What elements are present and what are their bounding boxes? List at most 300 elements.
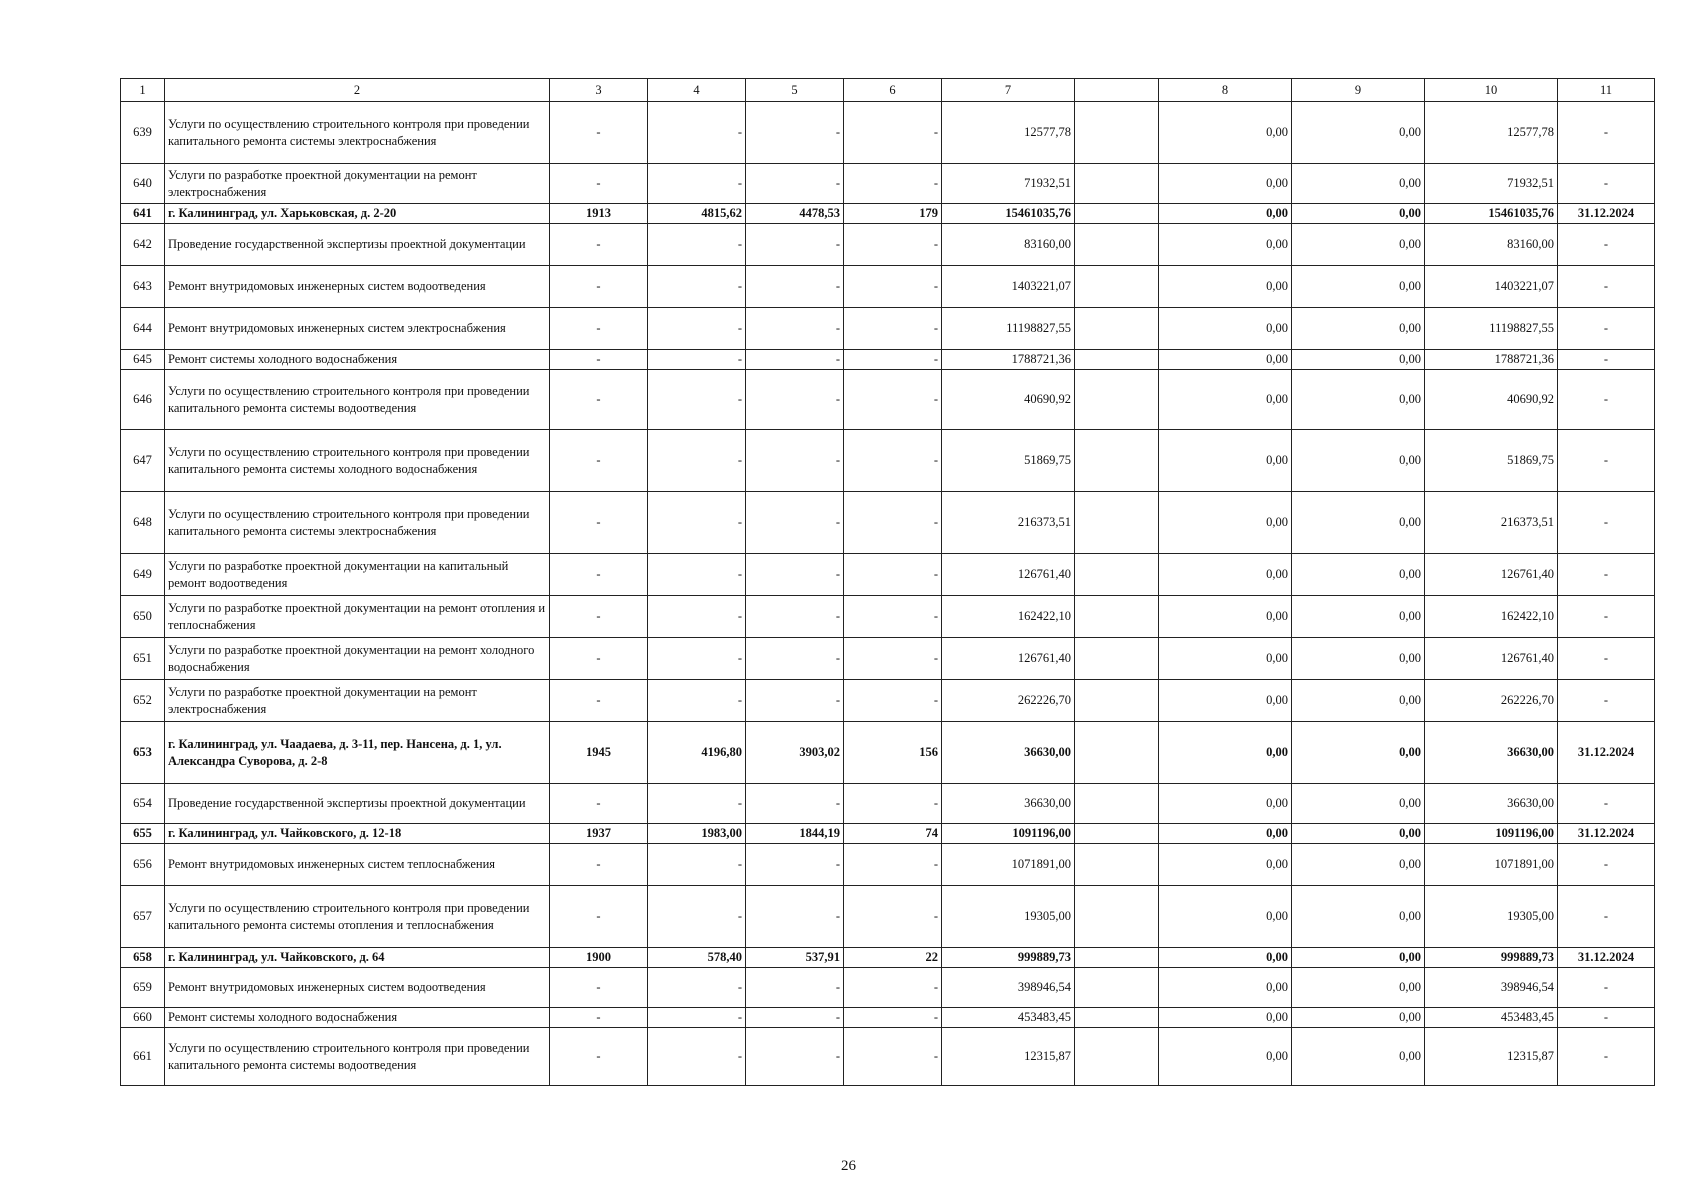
fund-cell: 0,00	[1159, 370, 1292, 430]
residents-cell: 179	[844, 204, 942, 224]
budget-cell: 0,00	[1292, 722, 1425, 784]
row-number-cell: 644	[121, 308, 165, 350]
budget-cell: 0,00	[1292, 430, 1425, 492]
header-cell: 1	[121, 79, 165, 102]
budget-cell: 0,00	[1292, 1028, 1425, 1086]
header-cell: 10	[1425, 79, 1558, 102]
total-area-cell: -	[648, 350, 746, 370]
residents-cell: -	[844, 968, 942, 1008]
total-cost-cell: 15461035,76	[942, 204, 1075, 224]
budget-cell: 0,00	[1292, 204, 1425, 224]
fund-cell: 0,00	[1159, 554, 1292, 596]
column-number-header-row	[121, 79, 1655, 102]
completion-date-cell: -	[1558, 370, 1655, 430]
total-cost-cell: 126761,40	[942, 638, 1075, 680]
work-description-cell: Ремонт системы холодного водоснабжения	[165, 350, 550, 370]
fund-cell: 0,00	[1159, 430, 1292, 492]
year-cell: -	[550, 784, 648, 824]
owners-funds-cell: 51869,75	[1425, 430, 1558, 492]
fund-cell: 0,00	[1159, 596, 1292, 638]
owners-funds-cell: 36630,00	[1425, 784, 1558, 824]
total-area-cell: -	[648, 784, 746, 824]
budget-cell: 0,00	[1292, 968, 1425, 1008]
year-cell: -	[550, 1008, 648, 1028]
budget-cell: 0,00	[1292, 492, 1425, 554]
fund-cell: 0,00	[1159, 266, 1292, 308]
empty-cell	[1075, 844, 1159, 886]
total-area-cell: -	[648, 102, 746, 164]
living-area-cell: 537,91	[746, 948, 844, 968]
living-area-cell: -	[746, 968, 844, 1008]
row-number-cell: 655	[121, 824, 165, 844]
completion-date-cell: -	[1558, 308, 1655, 350]
row-number-cell: 645	[121, 350, 165, 370]
year-cell: -	[550, 968, 648, 1008]
empty-cell	[1075, 824, 1159, 844]
residents-cell: -	[844, 164, 942, 204]
total-cost-cell: 1091196,00	[942, 824, 1075, 844]
row-number-cell: 646	[121, 370, 165, 430]
residents-cell: -	[844, 784, 942, 824]
fund-cell: 0,00	[1159, 968, 1292, 1008]
empty-cell	[1075, 266, 1159, 308]
work-description-cell: Услуги по осуществлению строительного контроля при проведении капитального ремонта системы водоотведения	[165, 370, 550, 430]
header-cell: 5	[746, 79, 844, 102]
row-number-cell: 651	[121, 638, 165, 680]
row-number-cell: 648	[121, 492, 165, 554]
owners-funds-cell: 1403221,07	[1425, 266, 1558, 308]
completion-date-cell: -	[1558, 844, 1655, 886]
fund-cell: 0,00	[1159, 308, 1292, 350]
residents-cell: -	[844, 886, 942, 948]
total-cost-cell: 51869,75	[942, 430, 1075, 492]
total-area-cell: 578,40	[648, 948, 746, 968]
table-row	[121, 722, 1655, 784]
completion-date-cell: -	[1558, 164, 1655, 204]
row-number-cell: 647	[121, 430, 165, 492]
empty-cell	[1075, 370, 1159, 430]
header-cell: 11	[1558, 79, 1655, 102]
table-row	[121, 680, 1655, 722]
total-cost-cell: 453483,45	[942, 1008, 1075, 1028]
budget-cell: 0,00	[1292, 784, 1425, 824]
owners-funds-cell: 398946,54	[1425, 968, 1558, 1008]
budget-cell: 0,00	[1292, 638, 1425, 680]
owners-funds-cell: 453483,45	[1425, 1008, 1558, 1028]
header-cell: 4	[648, 79, 746, 102]
budget-cell: 0,00	[1292, 266, 1425, 308]
total-cost-cell: 126761,40	[942, 554, 1075, 596]
residents-cell: 74	[844, 824, 942, 844]
owners-funds-cell: 1788721,36	[1425, 350, 1558, 370]
empty-cell	[1075, 350, 1159, 370]
residents-cell: -	[844, 102, 942, 164]
total-area-cell: -	[648, 492, 746, 554]
budget-cell: 0,00	[1292, 824, 1425, 844]
residents-cell: -	[844, 596, 942, 638]
row-number-cell: 639	[121, 102, 165, 164]
total-area-cell: -	[648, 164, 746, 204]
completion-date-cell: -	[1558, 266, 1655, 308]
budget-cell: 0,00	[1292, 596, 1425, 638]
empty-cell	[1075, 784, 1159, 824]
year-cell: 1937	[550, 824, 648, 844]
work-description-cell: Услуги по разработке проектной документации на ремонт электроснабжения	[165, 680, 550, 722]
table-row	[121, 204, 1655, 224]
row-number-cell: 656	[121, 844, 165, 886]
empty-cell	[1075, 596, 1159, 638]
fund-cell: 0,00	[1159, 1028, 1292, 1086]
table-row	[121, 968, 1655, 1008]
owners-funds-cell: 999889,73	[1425, 948, 1558, 968]
total-area-cell: -	[648, 1028, 746, 1086]
table-row	[121, 350, 1655, 370]
budget-cell: 0,00	[1292, 844, 1425, 886]
budget-cell: 0,00	[1292, 948, 1425, 968]
owners-funds-cell: 12315,87	[1425, 1028, 1558, 1086]
total-cost-cell: 83160,00	[942, 224, 1075, 266]
work-description-cell: Услуги по разработке проектной документации на ремонт холодного водоснабжения	[165, 638, 550, 680]
year-cell: -	[550, 554, 648, 596]
year-cell: -	[550, 224, 648, 266]
budget-cell: 0,00	[1292, 350, 1425, 370]
total-cost-cell: 1403221,07	[942, 266, 1075, 308]
header-cell: 8	[1159, 79, 1292, 102]
empty-cell	[1075, 224, 1159, 266]
work-description-cell: Услуги по осуществлению строительного контроля при проведении капитального ремонта системы электроснабжения	[165, 102, 550, 164]
empty-cell	[1075, 968, 1159, 1008]
row-number-cell: 659	[121, 968, 165, 1008]
residents-cell: -	[844, 224, 942, 266]
living-area-cell: 4478,53	[746, 204, 844, 224]
fund-cell: 0,00	[1159, 784, 1292, 824]
residents-cell: -	[844, 844, 942, 886]
living-area-cell: -	[746, 784, 844, 824]
total-area-cell: -	[648, 596, 746, 638]
empty-cell	[1075, 204, 1159, 224]
row-number-cell: 661	[121, 1028, 165, 1086]
owners-funds-cell: 11198827,55	[1425, 308, 1558, 350]
row-number-cell: 650	[121, 596, 165, 638]
total-area-cell: -	[648, 886, 746, 948]
work-description-cell: Ремонт системы холодного водоснабжения	[165, 1008, 550, 1028]
living-area-cell: -	[746, 886, 844, 948]
total-cost-cell: 398946,54	[942, 968, 1075, 1008]
living-area-cell: -	[746, 844, 844, 886]
empty-cell	[1075, 722, 1159, 784]
work-description-cell: Ремонт внутридомовых инженерных систем водоотведения	[165, 266, 550, 308]
year-cell: -	[550, 1028, 648, 1086]
completion-date-cell: -	[1558, 224, 1655, 266]
fund-cell: 0,00	[1159, 1008, 1292, 1028]
work-description-cell: г. Калининград, ул. Чайковского, д. 12-18	[165, 824, 550, 844]
table-row	[121, 886, 1655, 948]
owners-funds-cell: 1071891,00	[1425, 844, 1558, 886]
year-cell: 1900	[550, 948, 648, 968]
year-cell: -	[550, 596, 648, 638]
empty-cell	[1075, 430, 1159, 492]
total-area-cell: -	[648, 308, 746, 350]
total-area-cell: 4196,80	[648, 722, 746, 784]
total-cost-cell: 1788721,36	[942, 350, 1075, 370]
total-cost-cell: 1071891,00	[942, 844, 1075, 886]
header-cell: 2	[165, 79, 550, 102]
total-cost-cell: 36630,00	[942, 722, 1075, 784]
living-area-cell: -	[746, 266, 844, 308]
empty-cell	[1075, 164, 1159, 204]
table-row	[121, 1028, 1655, 1086]
table-row	[121, 824, 1655, 844]
header-cell: 6	[844, 79, 942, 102]
table-row	[121, 784, 1655, 824]
budget-cell: 0,00	[1292, 554, 1425, 596]
table-row	[121, 948, 1655, 968]
year-cell: -	[550, 886, 648, 948]
empty-cell	[1075, 948, 1159, 968]
year-cell: -	[550, 370, 648, 430]
completion-date-cell: -	[1558, 492, 1655, 554]
total-cost-cell: 19305,00	[942, 886, 1075, 948]
work-description-cell: Ремонт внутридомовых инженерных систем водоотведения	[165, 968, 550, 1008]
living-area-cell: -	[746, 224, 844, 266]
total-area-cell: -	[648, 224, 746, 266]
table-row	[121, 266, 1655, 308]
living-area-cell: -	[746, 102, 844, 164]
row-number-cell: 660	[121, 1008, 165, 1028]
living-area-cell: -	[746, 164, 844, 204]
fund-cell: 0,00	[1159, 350, 1292, 370]
owners-funds-cell: 12577,78	[1425, 102, 1558, 164]
year-cell: -	[550, 350, 648, 370]
row-number-cell: 658	[121, 948, 165, 968]
owners-funds-cell: 15461035,76	[1425, 204, 1558, 224]
residents-cell: -	[844, 1008, 942, 1028]
living-area-cell: -	[746, 1028, 844, 1086]
residents-cell: -	[844, 308, 942, 350]
empty-cell	[1075, 102, 1159, 164]
residents-cell: -	[844, 638, 942, 680]
total-area-cell: -	[648, 844, 746, 886]
fund-cell: 0,00	[1159, 164, 1292, 204]
header-cell	[1075, 79, 1159, 102]
owners-funds-cell: 36630,00	[1425, 722, 1558, 784]
living-area-cell: -	[746, 492, 844, 554]
year-cell: -	[550, 492, 648, 554]
completion-date-cell: -	[1558, 1028, 1655, 1086]
completion-date-cell: 31.12.2024	[1558, 948, 1655, 968]
fund-cell: 0,00	[1159, 722, 1292, 784]
total-area-cell: -	[648, 554, 746, 596]
total-area-cell: -	[648, 680, 746, 722]
completion-date-cell: -	[1558, 350, 1655, 370]
budget-cell: 0,00	[1292, 164, 1425, 204]
work-description-cell: Услуги по осуществлению строительного контроля при проведении капитального ремонта системы электроснабжения	[165, 492, 550, 554]
year-cell: -	[550, 266, 648, 308]
row-number-cell: 653	[121, 722, 165, 784]
fund-cell: 0,00	[1159, 224, 1292, 266]
work-description-cell: г. Калининград, ул. Харьковская, д. 2-20	[165, 204, 550, 224]
year-cell: -	[550, 430, 648, 492]
row-number-cell: 642	[121, 224, 165, 266]
table-row	[121, 308, 1655, 350]
year-cell: -	[550, 680, 648, 722]
table-row	[121, 164, 1655, 204]
year-cell: -	[550, 164, 648, 204]
owners-funds-cell: 1091196,00	[1425, 824, 1558, 844]
living-area-cell: -	[746, 350, 844, 370]
living-area-cell: -	[746, 370, 844, 430]
residents-cell: 22	[844, 948, 942, 968]
work-description-cell: Услуги по разработке проектной документации на ремонт электроснабжения	[165, 164, 550, 204]
total-area-cell: -	[648, 430, 746, 492]
residents-cell: -	[844, 1028, 942, 1086]
work-description-cell: г. Калининград, ул. Чайковского, д. 64	[165, 948, 550, 968]
completion-date-cell: -	[1558, 102, 1655, 164]
completion-date-cell: -	[1558, 680, 1655, 722]
year-cell: -	[550, 638, 648, 680]
owners-funds-cell: 126761,40	[1425, 638, 1558, 680]
residents-cell: -	[844, 266, 942, 308]
work-description-cell: Услуги по осуществлению строительного контроля при проведении капитального ремонта системы холодного водоснабжения	[165, 430, 550, 492]
fund-cell: 0,00	[1159, 680, 1292, 722]
total-cost-cell: 40690,92	[942, 370, 1075, 430]
owners-funds-cell: 71932,51	[1425, 164, 1558, 204]
total-area-cell: -	[648, 266, 746, 308]
header-cell: 3	[550, 79, 648, 102]
living-area-cell: -	[746, 1008, 844, 1028]
residents-cell: -	[844, 350, 942, 370]
work-description-cell: Услуги по разработке проектной документации на ремонт отопления и теплоснабжения	[165, 596, 550, 638]
completion-date-cell: -	[1558, 596, 1655, 638]
table-row	[121, 224, 1655, 266]
table-row	[121, 370, 1655, 430]
owners-funds-cell: 262226,70	[1425, 680, 1558, 722]
empty-cell	[1075, 886, 1159, 948]
budget-cell: 0,00	[1292, 370, 1425, 430]
row-number-cell: 643	[121, 266, 165, 308]
completion-date-cell: -	[1558, 784, 1655, 824]
residents-cell: -	[844, 430, 942, 492]
budget-cell: 0,00	[1292, 1008, 1425, 1028]
empty-cell	[1075, 638, 1159, 680]
total-cost-cell: 162422,10	[942, 596, 1075, 638]
owners-funds-cell: 216373,51	[1425, 492, 1558, 554]
total-cost-cell: 11198827,55	[942, 308, 1075, 350]
year-cell: -	[550, 844, 648, 886]
year-cell: -	[550, 308, 648, 350]
table-row	[121, 844, 1655, 886]
living-area-cell: 1844,19	[746, 824, 844, 844]
living-area-cell: -	[746, 596, 844, 638]
budget-cell: 0,00	[1292, 308, 1425, 350]
total-area-cell: 1983,00	[648, 824, 746, 844]
budget-cell: 0,00	[1292, 680, 1425, 722]
fund-cell: 0,00	[1159, 824, 1292, 844]
work-description-cell: Услуги по разработке проектной документации на капитальный ремонт водоотведения	[165, 554, 550, 596]
total-cost-cell: 36630,00	[942, 784, 1075, 824]
completion-date-cell: -	[1558, 638, 1655, 680]
completion-date-cell: -	[1558, 968, 1655, 1008]
fund-cell: 0,00	[1159, 638, 1292, 680]
table-row	[121, 638, 1655, 680]
work-description-cell: Услуги по осуществлению строительного контроля при проведении капитального ремонта системы отопления и теплоснабжения	[165, 886, 550, 948]
row-number-cell: 654	[121, 784, 165, 824]
row-number-cell: 652	[121, 680, 165, 722]
living-area-cell: -	[746, 430, 844, 492]
header-cell: 7	[942, 79, 1075, 102]
table-row	[121, 102, 1655, 164]
empty-cell	[1075, 1008, 1159, 1028]
budget-cell: 0,00	[1292, 224, 1425, 266]
year-cell: 1913	[550, 204, 648, 224]
completion-date-cell: 31.12.2024	[1558, 204, 1655, 224]
owners-funds-cell: 126761,40	[1425, 554, 1558, 596]
budget-cell: 0,00	[1292, 102, 1425, 164]
completion-date-cell: -	[1558, 886, 1655, 948]
total-cost-cell: 216373,51	[942, 492, 1075, 554]
total-cost-cell: 12577,78	[942, 102, 1075, 164]
residents-cell: -	[844, 554, 942, 596]
row-number-cell: 640	[121, 164, 165, 204]
total-area-cell: -	[648, 638, 746, 680]
year-cell: -	[550, 102, 648, 164]
total-area-cell: 4815,62	[648, 204, 746, 224]
empty-cell	[1075, 554, 1159, 596]
owners-funds-cell: 40690,92	[1425, 370, 1558, 430]
work-description-cell: Проведение государственной экспертизы проектной документации	[165, 784, 550, 824]
completion-date-cell: -	[1558, 430, 1655, 492]
empty-cell	[1075, 1028, 1159, 1086]
residents-cell: -	[844, 370, 942, 430]
fund-cell: 0,00	[1159, 948, 1292, 968]
completion-date-cell: -	[1558, 554, 1655, 596]
total-area-cell: -	[648, 370, 746, 430]
work-description-cell: Ремонт внутридомовых инженерных систем теплоснабжения	[165, 844, 550, 886]
owners-funds-cell: 162422,10	[1425, 596, 1558, 638]
work-description-cell: Услуги по осуществлению строительного контроля при проведении капитального ремонта системы водоотведения	[165, 1028, 550, 1086]
repair-schedule-table	[120, 78, 1655, 1086]
row-number-cell: 657	[121, 886, 165, 948]
empty-cell	[1075, 680, 1159, 722]
table-row	[121, 554, 1655, 596]
table-row	[121, 1008, 1655, 1028]
table-row	[121, 492, 1655, 554]
work-description-cell: Проведение государственной экспертизы проектной документации	[165, 224, 550, 266]
completion-date-cell: -	[1558, 1008, 1655, 1028]
row-number-cell: 649	[121, 554, 165, 596]
total-cost-cell: 71932,51	[942, 164, 1075, 204]
total-cost-cell: 12315,87	[942, 1028, 1075, 1086]
total-area-cell: -	[648, 1008, 746, 1028]
total-cost-cell: 999889,73	[942, 948, 1075, 968]
row-number-cell: 641	[121, 204, 165, 224]
empty-cell	[1075, 492, 1159, 554]
fund-cell: 0,00	[1159, 204, 1292, 224]
owners-funds-cell: 83160,00	[1425, 224, 1558, 266]
fund-cell: 0,00	[1159, 102, 1292, 164]
owners-funds-cell: 19305,00	[1425, 886, 1558, 948]
page-number: 26	[841, 1158, 856, 1174]
total-area-cell: -	[648, 968, 746, 1008]
living-area-cell: -	[746, 308, 844, 350]
living-area-cell: -	[746, 680, 844, 722]
work-description-cell: Ремонт внутридомовых инженерных систем электроснабжения	[165, 308, 550, 350]
residents-cell: 156	[844, 722, 942, 784]
total-cost-cell: 262226,70	[942, 680, 1075, 722]
living-area-cell: -	[746, 638, 844, 680]
completion-date-cell: 31.12.2024	[1558, 722, 1655, 784]
fund-cell: 0,00	[1159, 844, 1292, 886]
